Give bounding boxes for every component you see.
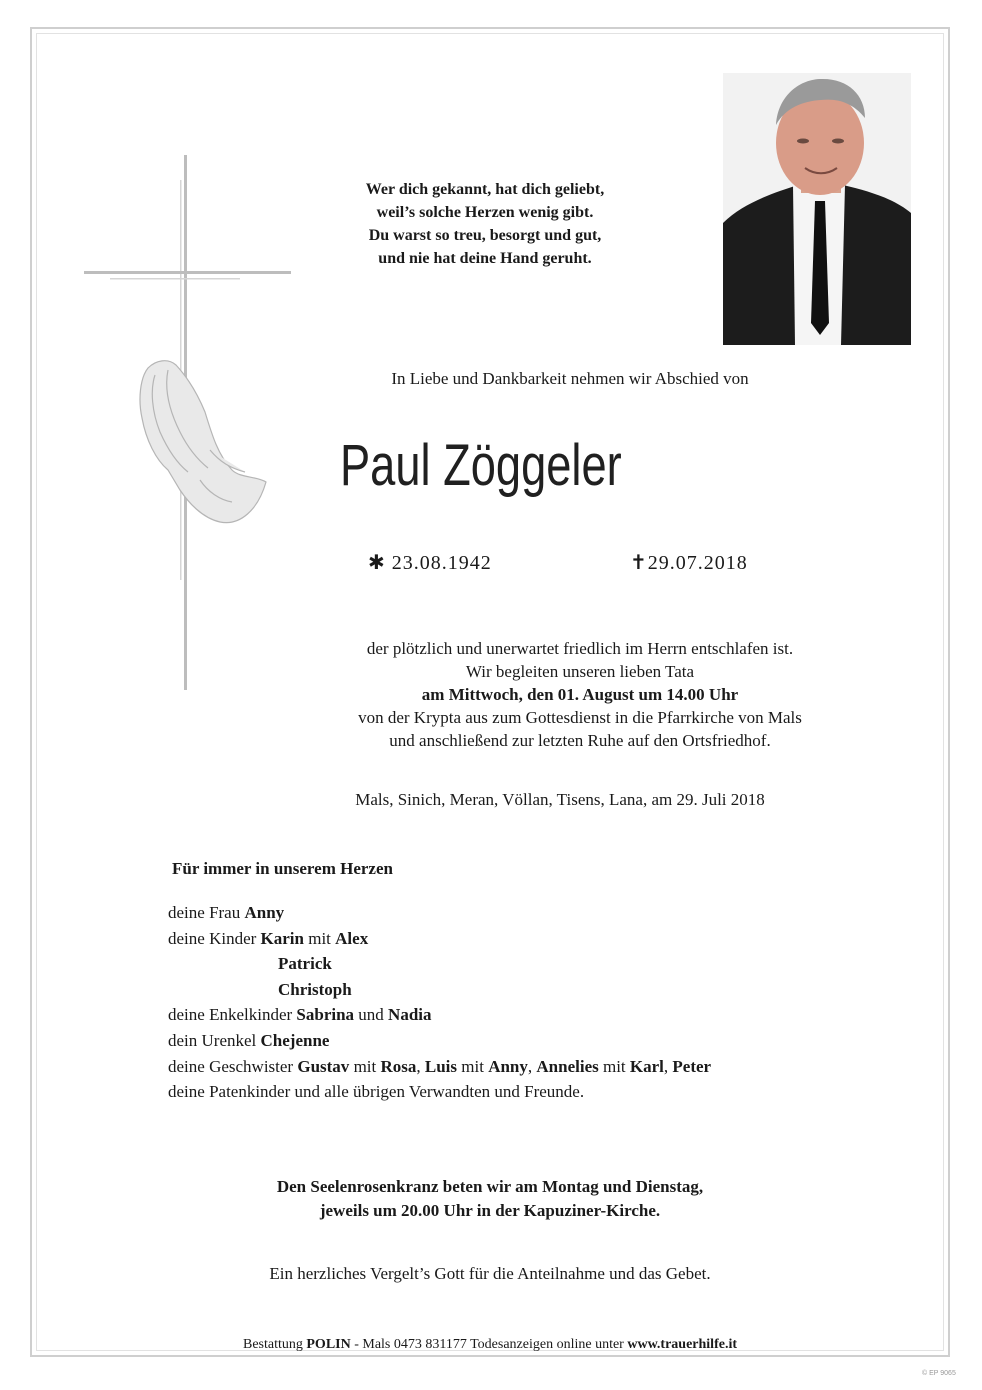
family-line-children: deine Kinder Karin mit Alex — [168, 928, 369, 948]
funeral-date-time: am Mittwoch, den 01. August um 14.00 Uhr — [421, 685, 739, 704]
family-line-grandchildren: deine Enkelkinder Sabrina und Nadia — [168, 1005, 432, 1025]
announcement-line: von der Krypta aus zum Gottesdienst in die Pfarrkirche von Mals — [358, 708, 802, 727]
poem-line: Du warst so treu, besorgt und gut, — [368, 227, 602, 244]
rosary-notice — [190, 1175, 790, 1223]
announcement-line: der plötzlich und unerwartet friedlich im Herrn entschlafen ist. — [366, 639, 794, 658]
place-date: Mals, Sinich, Meran, Völlan, Tisens, Lana, am 29. Juli 2018 — [355, 790, 765, 809]
cross-praying-hands-icon — [80, 150, 300, 695]
rosary-line: Den Seelenrosenkranz beten wir am Montag und Dienstag, — [276, 1177, 704, 1196]
footer: Bestattung POLIN - Mals 0473 831177 Todesanzeigen online unter www.trauerhilfe.it — [242, 1337, 738, 1352]
thanks-text: Ein herzliches Vergelt’s Gott für die Anteilnahme und das Gebet. — [269, 1264, 711, 1283]
family-line-child: Patrick — [278, 954, 332, 974]
portrait-photo — [723, 73, 911, 345]
family-list — [168, 900, 711, 1105]
rosary-line: jeweils um 20.00 Uhr in der Kapuziner-Kirche. — [319, 1201, 661, 1220]
poem-line: weil’s solche Herzen wenig gibt. — [376, 204, 594, 221]
intro-text: In Liebe und Dankbarkeit nehmen wir Abschied von — [391, 369, 749, 388]
poem-line: und nie hat deine Hand geruht. — [378, 250, 592, 267]
poem-line: Wer dich gekannt, hat dich geliebt, — [365, 181, 605, 198]
website-link[interactable]: www.trauerhilfe.it — [627, 1337, 738, 1352]
deceased-name: Paul Zöggeler — [340, 433, 622, 498]
announcement-line: und anschließend zur letzten Ruhe auf den Ortsfriedhof. — [389, 731, 771, 750]
family-line-others: deine Patenkinder und alle übrigen Verwandten und Freunde. — [168, 1082, 585, 1102]
family-line-child: Christoph — [278, 979, 352, 999]
family-line-wife: deine Frau Anny — [168, 903, 285, 922]
funeral-company: POLIN — [306, 1337, 351, 1352]
poem — [340, 178, 630, 270]
announcement-line: Wir begleiten unseren lieben Tata — [465, 662, 695, 681]
family-heading: Für immer in unserem Herzen — [172, 859, 393, 878]
family-line-great-grandchild: dein Urenkel Chejenne — [168, 1030, 330, 1050]
family-line-siblings: deine Geschwister Gustav mit Rosa, Luis mit Anny, Annelies mit Karl, Peter — [168, 1056, 712, 1076]
funeral-announcement — [270, 637, 890, 752]
death-date: ✝29.07.2018 — [630, 552, 748, 574]
print-code: © EP 9065 — [922, 1370, 956, 1377]
birth-date: ✱ 23.08.1942 — [368, 552, 492, 574]
